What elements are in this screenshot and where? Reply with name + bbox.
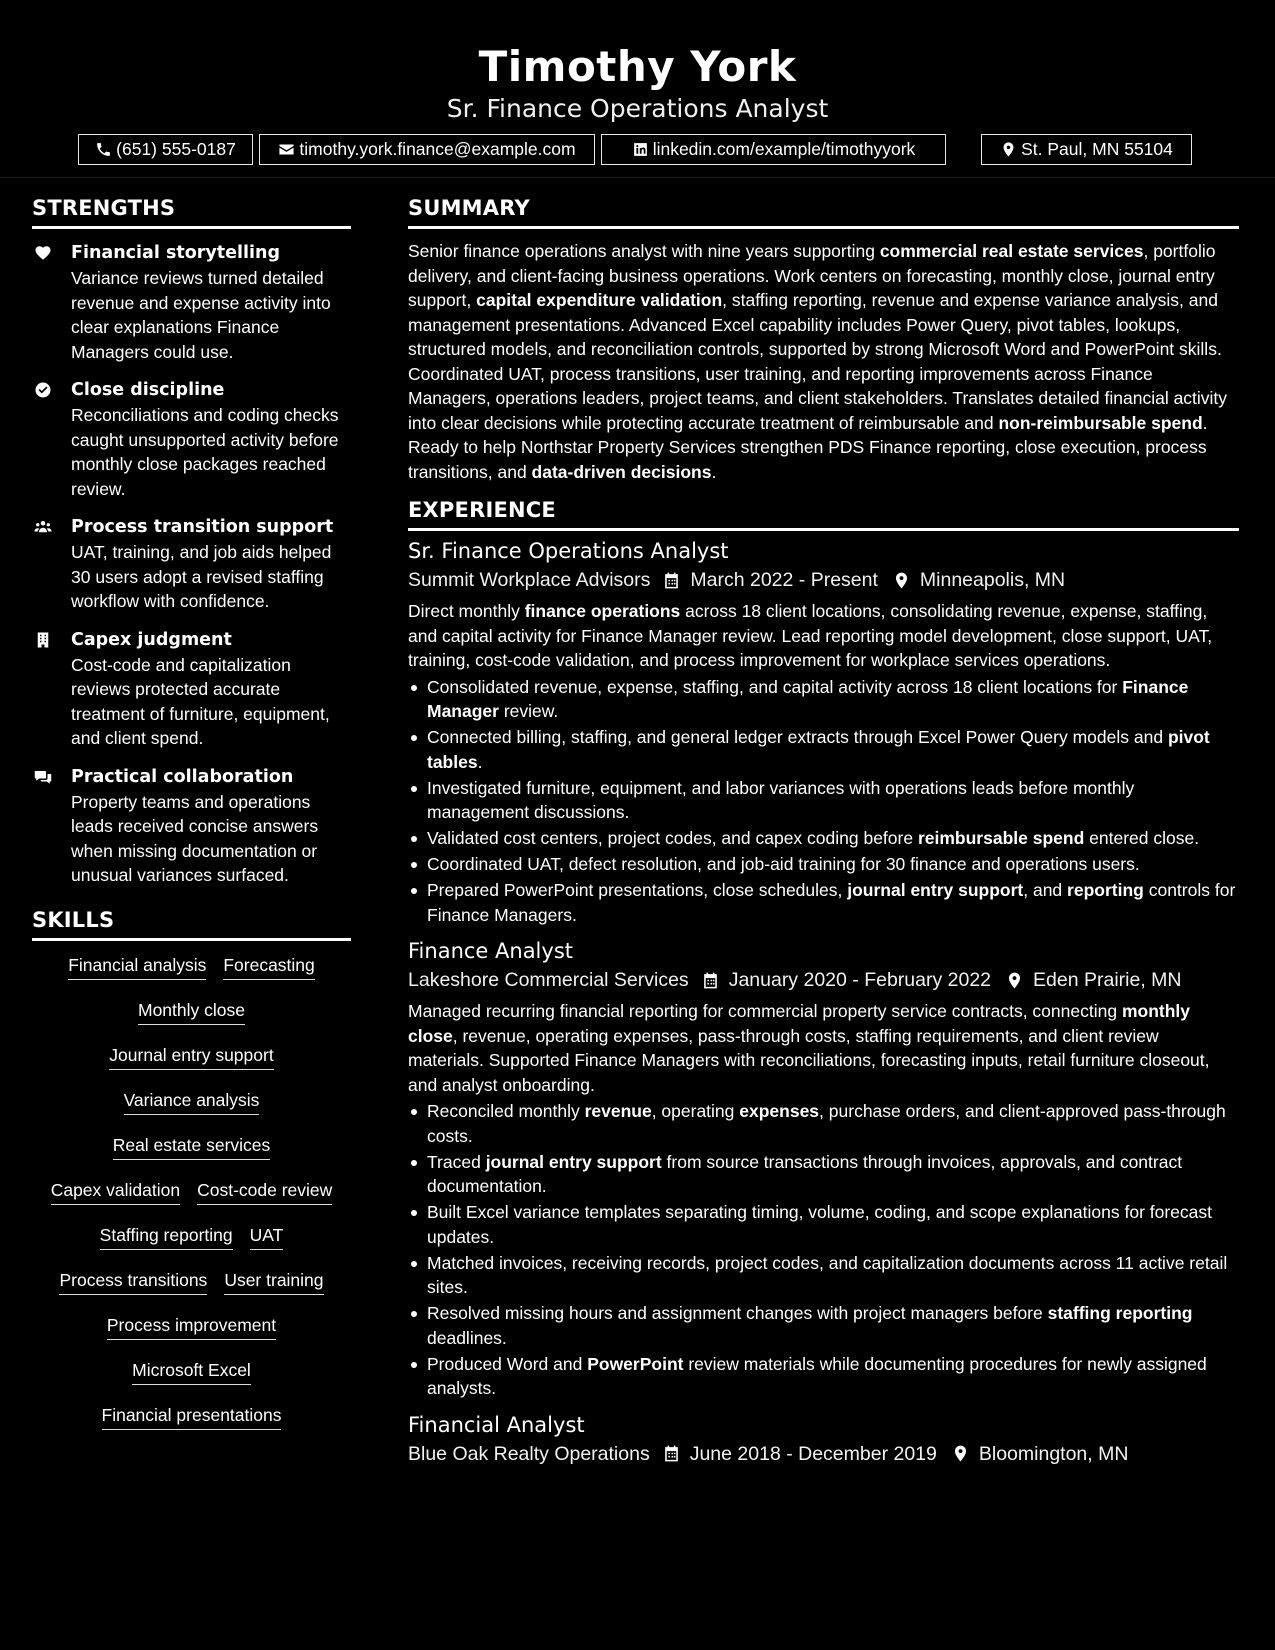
location-contact (981, 134, 1192, 165)
job-bullets (408, 675, 1239, 928)
job-entry (408, 1411, 1239, 1469)
skills-list (32, 953, 351, 1448)
job-bullet: Coordinated UAT, defect resolution, and job-aid training for 30 finance and operations users. (408, 852, 1239, 877)
job-dates: June 2018 - December 2019 (689, 1442, 937, 1465)
experience-list (408, 537, 1239, 1469)
skill-tag: Financial presentations (102, 1403, 282, 1430)
job-meta (408, 565, 1239, 595)
job-bullet: Consolidated revenue, expense, staffing, and capital activity across 18 client locations for Finance Manager review. (408, 675, 1239, 724)
job-bullet: Traced journal entry support from source transactions through invoices, approvals, and contract documentation. (408, 1150, 1239, 1199)
strength-description: Cost-code and capitalization reviews protected accurate treatment of furniture, equipment, and client spend. (71, 654, 330, 748)
strength-title: Process transition support (71, 517, 334, 537)
calendar-icon (662, 571, 681, 590)
comments-icon (32, 767, 54, 787)
strength-item (32, 628, 351, 751)
job-location: Eden Prairie, MN (1033, 969, 1182, 991)
skill-tag: Financial analysis (68, 953, 206, 980)
skill-tag: UAT (250, 1223, 284, 1250)
map-marker-icon (1005, 971, 1024, 990)
skill-row (32, 1043, 351, 1088)
job-title: Sr. Finance Operations Analyst (408, 539, 729, 563)
contact-bar (78, 134, 1192, 165)
candidate-name: Timothy York (478, 42, 797, 91)
strength-item (32, 515, 351, 614)
job-location: Bloomington, MN (978, 1442, 1129, 1465)
summary-text: Senior finance operations analyst with nine years supporting commercial real estate services, portfolio delivery, and client-facing business operations. Work centers on forecasting, monthly close, journal entry support, capital expenditure validation, staffing reporting, revenue and expense variance analysis, and management presentations. Advanced Excel capability includes Power Query, pivot tables, lookups, structured models, and reconciliation controls, supported by strong Microsoft Word and PowerPoint skills. Coordinated UAT, process transitions, user training, and reporting improvements across Finance Managers, operations leaders, project teams, and client stakeholders. Translates detailed financial activity into clear decisions while protecting accurate treatment of reimbursable and non-reimbursable spend. Ready to help Northstar Property Services strengthen PDS Finance reporting, close execution, process transitions, and data-driven decisions. (408, 241, 1228, 482)
job-title: Financial Analyst (408, 1412, 585, 1437)
job-dates: January 2020 - February 2022 (728, 969, 992, 991)
job-bullet: Investigated furniture, equipment, and labor variances with operations leads before monthly management discussions. (408, 776, 1239, 825)
experience-heading: EXPERIENCE (408, 498, 1239, 531)
strength-item (32, 241, 351, 364)
calendar-icon (662, 1444, 681, 1463)
users-icon (32, 517, 54, 537)
job-bullet: Prepared PowerPoint presentations, close schedules, journal entry support, and reporting controls for Finance Managers. (408, 878, 1239, 927)
strength-description: Variance reviews turned detailed revenue and expense activity into clear explanations Finance Managers could use. (71, 268, 331, 362)
candidate-role: Sr. Finance Operations Analyst (446, 94, 829, 123)
skill-tag: Monthly close (138, 998, 245, 1025)
map-marker-icon (892, 571, 911, 590)
linkedin-icon (632, 141, 649, 158)
skill-tag: Staffing reporting (100, 1223, 233, 1250)
check-circle-icon (32, 380, 54, 400)
job-description: Direct monthly finance operations across 18 client locations, consolidating revenue, expense, staffing, and capital activity for Finance Manager review. Lead reporting model development, close support, UAT, training, cost-code validation, and process improvement for workplace services operations. (408, 601, 1213, 670)
linkedin-text: linkedin.com/example/timothyyork (652, 139, 916, 159)
job-bullet: Validated cost centers, project codes, and capex coding before reimbursable spend entered close. (408, 826, 1239, 851)
job-bullet: Reconciled monthly revenue, operating expenses, purchase orders, and client-approved pass-through costs. (408, 1099, 1239, 1148)
strength-item (32, 378, 351, 501)
map-marker-icon (951, 1444, 970, 1463)
job-bullet: Connected billing, staffing, and general ledger extracts through Excel Power Query models and pivot tables. (408, 725, 1239, 774)
skill-tag: User training (224, 1268, 323, 1295)
phone-icon (95, 141, 112, 158)
skill-row (32, 1358, 351, 1403)
job-meta (408, 1439, 1239, 1469)
job-entry (408, 537, 1239, 927)
linkedin-contact[interactable] (601, 134, 946, 165)
right-column (408, 196, 1239, 1473)
resume-header (0, 0, 1275, 178)
job-title: Finance Analyst (408, 939, 573, 963)
job-location: Minneapolis, MN (919, 569, 1066, 591)
strength-title: Financial storytelling (71, 243, 281, 263)
strength-description: UAT, training, and job aids helped 30 users adopt a revised staffing workflow with confidence. (71, 542, 332, 611)
skill-row (32, 1088, 351, 1133)
skill-tag: Capex validation (51, 1178, 180, 1205)
strength-title: Practical collaboration (71, 766, 294, 787)
phone-text: (651) 555-0187 (116, 139, 236, 159)
skill-row (32, 1403, 351, 1448)
skill-tag: Process improvement (107, 1313, 276, 1340)
skill-tag: Microsoft Excel (132, 1358, 251, 1385)
job-bullets (408, 1099, 1239, 1401)
email-text: timothy.york.finance@example.com (299, 139, 576, 159)
strength-title: Close discipline (71, 380, 225, 400)
calendar-icon (701, 971, 720, 990)
map-marker-icon (1000, 141, 1017, 158)
strength-title: Capex judgment (71, 629, 232, 650)
location-text: St. Paul, MN 55104 (1021, 139, 1173, 159)
skill-row (32, 1313, 351, 1358)
job-bullet: Resolved missing hours and assignment changes with project managers before staffing reporting deadlines. (408, 1301, 1239, 1350)
email-contact[interactable] (259, 134, 595, 165)
skills-heading: SKILLS (32, 908, 351, 941)
skill-tag: Process transitions (59, 1268, 207, 1295)
strength-description: Property teams and operations leads received concise answers when missing documentation or unusual variances surfaced. (71, 791, 319, 885)
job-bullet: Matched invoices, receiving records, project codes, and capitalization documents across 11 active retail sites. (408, 1251, 1239, 1300)
strength-description: Reconciliations and coding checks caught unsupported activity before monthly close packages reached review. (71, 405, 339, 499)
skill-row (32, 998, 351, 1043)
skill-row (32, 953, 351, 998)
job-entry (408, 937, 1239, 1401)
job-meta (408, 965, 1239, 995)
job-bullet: Produced Word and PowerPoint review materials while documenting procedures for newly assigned analysts. (408, 1352, 1239, 1401)
job-company: Blue Oak Realty Operations (408, 1442, 650, 1465)
strength-item (32, 765, 351, 888)
strengths-list (32, 241, 351, 888)
job-description: Managed recurring financial reporting for commercial property service contracts, connecting monthly close, revenue, operating expenses, pass-through costs, staffing requirements, and client review materials. Supported Finance Managers with reconciliations, forecasting inputs, retail furniture closeout, and analyst onboarding. (408, 1001, 1210, 1095)
phone-contact[interactable] (78, 134, 253, 165)
building-icon (32, 630, 54, 650)
skill-tag: Real estate services (113, 1133, 271, 1160)
skill-tag: Variance analysis (124, 1088, 260, 1115)
job-bullet: Built Excel variance templates separating timing, volume, coding, and scope explanations for forecast updates. (408, 1200, 1239, 1249)
envelope-icon (278, 141, 295, 158)
job-dates: March 2022 - Present (690, 569, 878, 591)
skill-tag: Journal entry support (109, 1043, 273, 1070)
strengths-heading: STRENGTHS (32, 196, 351, 229)
job-company: Lakeshore Commercial Services (408, 969, 689, 991)
skill-row (32, 1133, 351, 1178)
skill-row (32, 1223, 351, 1268)
job-company: Summit Workplace Advisors (408, 569, 651, 591)
skill-row (32, 1178, 351, 1223)
summary-heading: SUMMARY (408, 196, 1239, 229)
left-column (32, 196, 351, 1448)
skill-row (32, 1268, 351, 1313)
skill-tag: Forecasting (223, 953, 314, 980)
heart-icon (32, 243, 54, 263)
skill-tag: Cost-code review (197, 1178, 332, 1205)
